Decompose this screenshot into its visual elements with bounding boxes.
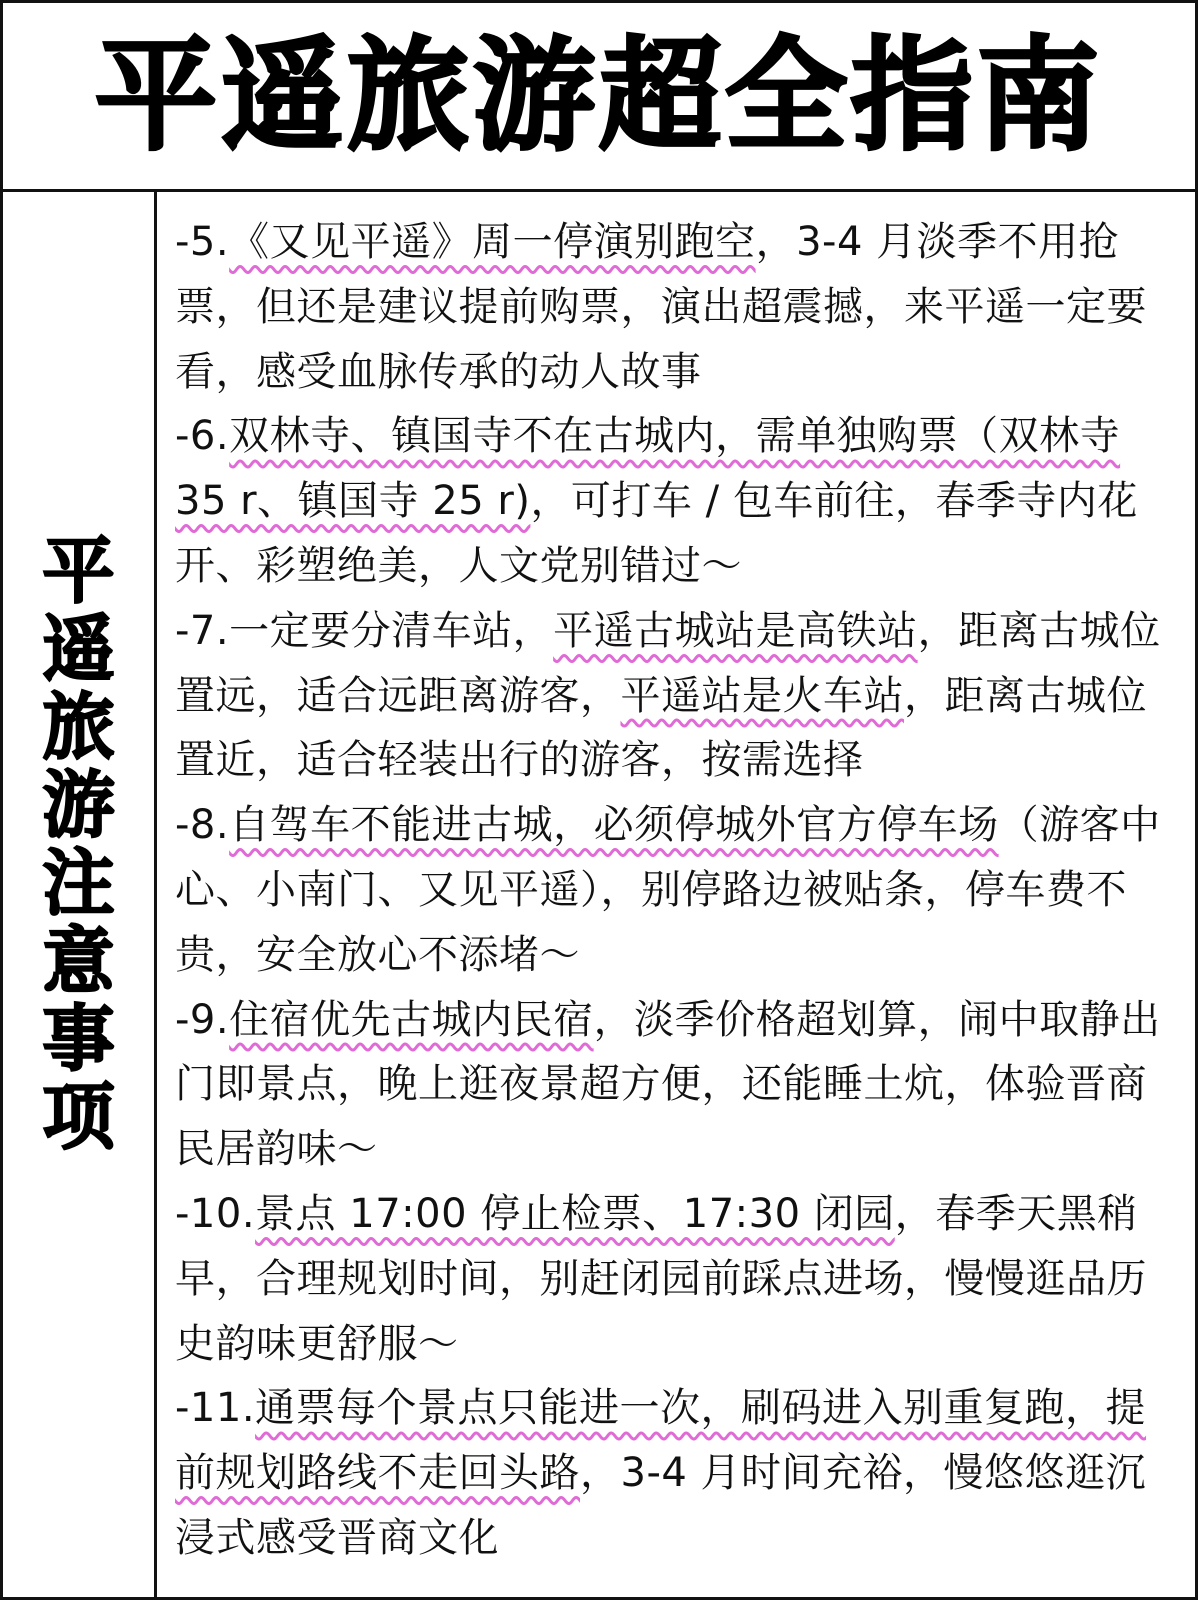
tip-highlight: 平遥站是火车站 bbox=[620, 672, 904, 719]
side-char: 事 bbox=[42, 997, 115, 1081]
title-bar bbox=[3, 3, 1195, 192]
side-char: 意 bbox=[42, 919, 115, 1003]
tip-prefix: -6. bbox=[175, 413, 230, 460]
tip-highlight: 平遥古城站是高铁站 bbox=[553, 607, 918, 654]
tip-text: ，距离古城位置近，适合轻装出行的游客，按需选择 bbox=[175, 672, 1147, 784]
tip-prefix: -8. bbox=[175, 802, 230, 849]
tip-prefix: -7.一定要分清车站， bbox=[175, 607, 554, 654]
side-header-cell bbox=[3, 192, 157, 1597]
tip-prefix: -5. bbox=[175, 219, 230, 265]
page-title: 平遥旅游超全指南 bbox=[95, 25, 1103, 167]
tip-text: ，距离古城位置远，适合远距离游客， bbox=[175, 607, 1161, 719]
tip-prefix: -10. bbox=[175, 1190, 256, 1237]
tip-text: ，3-4 月淡季不用抢票，但还是建议提前购票，演出超震撼，来平遥一定要看，感受血脉传承的动人故事 bbox=[175, 219, 1147, 395]
tip-8 bbox=[175, 793, 1185, 987]
side-char: 旅 bbox=[42, 685, 115, 769]
tip-text: （游客中心、小南门、又见平遥），别停路边被贴条，停车费不贵，安全放心不添堵～ bbox=[175, 802, 1161, 978]
tip-11 bbox=[175, 1376, 1185, 1570]
tip-highlight: 景点 17:00 停止检票、17:30 闭园 bbox=[255, 1190, 895, 1237]
tip-text: ，春季天黑稍早，合理规划时间，别赶闭园前踩点进场，慢慢逛品历史韵味更舒服～ bbox=[175, 1190, 1147, 1367]
tip-prefix: -9. bbox=[175, 996, 230, 1043]
tip-highlight: 通票每个景点只能进一次，刷码进入别重复跑，提前规划路线不走回头路 bbox=[175, 1385, 1147, 1497]
tip-6 bbox=[175, 404, 1185, 598]
tip-9 bbox=[175, 988, 1185, 1182]
side-char: 项 bbox=[42, 1075, 115, 1159]
side-char: 注 bbox=[42, 841, 115, 925]
tips-list bbox=[175, 210, 1185, 1571]
tip-text: ，可打车 / 包车前往，春季寺内花开、彩塑绝美，人文党别错过～ bbox=[175, 478, 1138, 589]
tip-prefix: -11. bbox=[175, 1385, 256, 1432]
side-header-label bbox=[3, 529, 154, 1159]
tip-highlight: 住宿优先古城内民宿 bbox=[229, 996, 594, 1043]
tip-highlight: 《又见平遥》周一停演别跑空 bbox=[229, 219, 756, 265]
tip-10 bbox=[175, 1182, 1185, 1376]
tip-text: ，淡季价格超划算，闹中取静出门即景点，晚上逛夜景超方便，还能睡土炕，体验晋商民居韵味～ bbox=[175, 996, 1161, 1173]
side-char: 游 bbox=[42, 763, 115, 847]
tip-highlight: 自驾车不能进古城，必须停城外官方停车场 bbox=[229, 802, 999, 849]
tip-highlight: 双林寺、镇国寺不在古城内，需单独购票（双林寺 35 r、镇国寺 25 r) bbox=[175, 413, 1121, 525]
tip-5 bbox=[175, 210, 1185, 404]
side-char: 平 bbox=[42, 529, 115, 613]
tip-text: ，3-4 月时间充裕，慢悠悠逛沉浸式感受晋商文化 bbox=[175, 1450, 1147, 1561]
tip-7 bbox=[175, 599, 1185, 793]
side-char: 遥 bbox=[42, 607, 115, 691]
